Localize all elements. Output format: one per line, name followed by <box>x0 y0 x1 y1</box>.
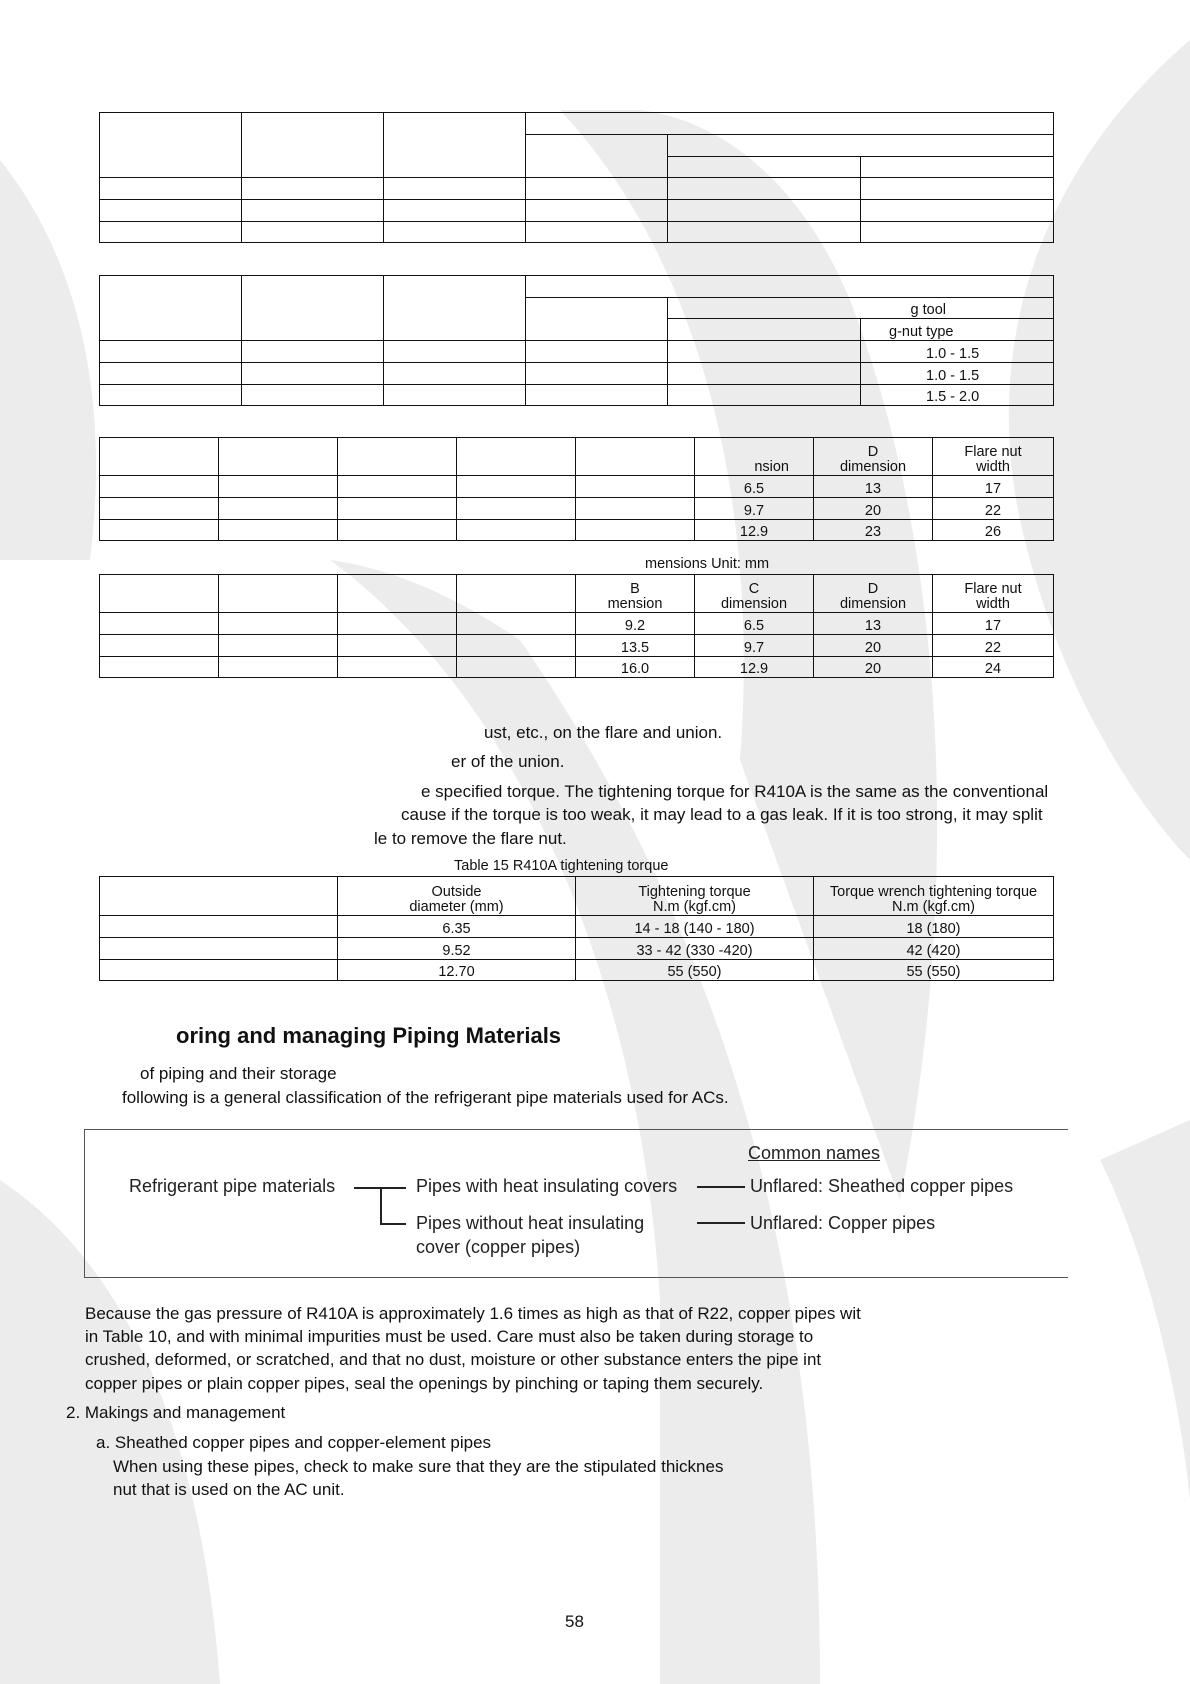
table-row: 6.5 13 17 <box>100 476 1054 498</box>
table-a-header-cell <box>242 113 384 178</box>
table-a-header-cell <box>100 113 242 178</box>
table-row: 12.70 55 (550) 55 (550) <box>100 960 1054 981</box>
diagram-branch2-label-2: cover (copper pipes) <box>416 1237 581 1257</box>
table-a-header-cell <box>526 135 668 178</box>
diagram-name2-label: Unflared: Copper pipes <box>750 1213 936 1233</box>
table-row <box>100 178 1054 200</box>
diagram-name1-label: Unflared: Sheathed copper pipes <box>750 1176 1014 1196</box>
table-row: 1.0 - 1.5 <box>100 341 1054 363</box>
table-row: 6.35 14 - 18 (140 - 180) 18 (180) <box>100 916 1054 938</box>
list-item-text: When using these pipes, check to make sure that they are the stipulated thicknes <box>113 1457 724 1476</box>
section-heading: oring and managing Piping Materials <box>176 1023 562 1048</box>
diagram-branch2-label: Pipes without heat insulating <box>416 1213 645 1233</box>
note-line: e specified torque. The tightening torque for R410A is the same as the conventional <box>421 782 1049 801</box>
note-line: er of the union. <box>451 752 565 771</box>
table-a-header-cell <box>668 135 1054 157</box>
table-header-row: nsion D dimension Flare nut width <box>100 438 1054 476</box>
table-row: 1.0 - 1.5 <box>100 363 1054 385</box>
table-b-type-header: g-nut type <box>861 319 1054 341</box>
table-d <box>99 574 1054 678</box>
table-row: 16.0 12.9 20 24 <box>100 657 1054 678</box>
connector-line <box>380 1187 382 1224</box>
table-header-row: Outside diameter (mm) Tightening torque N.m (kgf.cm) Torque wrench tightening torque N.m (kgf.cm) <box>100 877 1054 916</box>
note-line: le to remove the flare nut. <box>374 829 567 848</box>
table-a-header-cell <box>668 157 861 178</box>
table-row: 13.5 9.7 20 22 <box>100 635 1054 657</box>
note-line: ust, etc., on the flare and union. <box>484 723 723 742</box>
note-line: cause if the torque is too weak, it may lead to a gas leak. If it is too strong, it may split <box>401 805 1043 824</box>
diagram-root-label: Refrigerant pipe materials <box>129 1176 336 1196</box>
table-a-header-cell <box>861 157 1054 178</box>
table-a-header-cell <box>384 113 526 178</box>
table-a <box>99 112 1054 243</box>
body-paragraph-line: in Table 10, and with minimal impurities must be used. Care must also be taken during storage to <box>85 1327 814 1346</box>
table-d-caption: mensions Unit: mm <box>645 556 770 572</box>
table-row: 12.9 23 26 <box>100 520 1054 541</box>
diagram-branch1-label: Pipes with heat insulating covers <box>416 1176 678 1196</box>
list-item-text: nut that is used on the AC unit. <box>113 1480 345 1499</box>
list-item: 2. Makings and management <box>66 1403 286 1422</box>
body-paragraph-line: Because the gas pressure of R410A is approximately 1.6 times as high as that of R22, copper pipes wit <box>85 1304 861 1323</box>
table-header-row: B mension C dimension D dimension Flare nut width <box>100 575 1054 613</box>
table-c <box>99 437 1054 541</box>
body-paragraph-line: copper pipes or plain copper pipes, seal the openings by pinching or taping them securely. <box>85 1374 764 1393</box>
table-b-tool-header: g tool <box>668 298 1054 319</box>
table-15 <box>99 876 1054 981</box>
table-row: 9.7 20 22 <box>100 498 1054 520</box>
common-names-label: Common names <box>748 1143 881 1163</box>
table-row <box>100 200 1054 222</box>
table-row: 1.5 - 2.0 <box>100 385 1054 406</box>
body-paragraph-line: crushed, deformed, or scratched, and that no dust, moisture or other substance enters the pipe int <box>85 1350 822 1369</box>
section-subheading: of piping and their storage <box>140 1064 337 1083</box>
table-row: 9.2 6.5 13 17 <box>100 613 1054 635</box>
page-number: 58 <box>565 1612 584 1631</box>
table15-caption: Table 15 R410A tightening torque <box>454 858 669 874</box>
table-b <box>99 275 1054 406</box>
list-item: a. Sheathed copper pipes and copper-element pipes <box>96 1433 492 1452</box>
table-a-header-cell <box>526 113 1054 135</box>
table-row <box>100 222 1054 243</box>
section-intro: following is a general classification of the refrigerant pipe materials used for ACs. <box>122 1088 729 1107</box>
table-row: 9.52 33 - 42 (330 -420) 42 (420) <box>100 938 1054 960</box>
connector-line <box>697 1186 745 1188</box>
connector-line <box>380 1223 406 1225</box>
connector-line <box>697 1222 745 1224</box>
